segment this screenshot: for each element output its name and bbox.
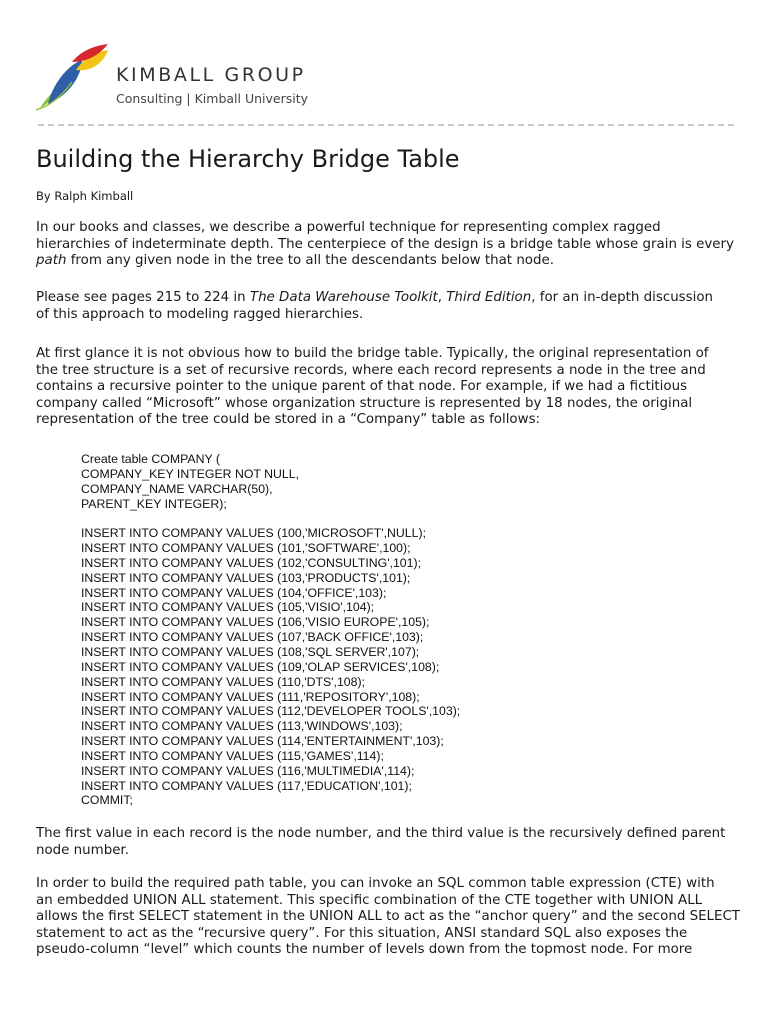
book-title: The Data Warehouse Toolkit bbox=[249, 290, 438, 305]
page-title: Building the Hierarchy Bridge Table bbox=[36, 145, 460, 173]
text-run: , bbox=[437, 290, 447, 305]
text-line bbox=[36, 290, 736, 307]
code-line: INSERT INTO COMPANY VALUES (105,'VISIO',104); bbox=[81, 600, 375, 615]
code-line: INSERT INTO COMPANY VALUES (108,'SQL SERVER',107); bbox=[81, 644, 420, 659]
code-line: COMPANY_NAME VARCHAR(50), bbox=[81, 481, 273, 496]
kimball-leaf-logo-icon bbox=[36, 42, 112, 112]
brand-subtitle: Consulting | Kimball University bbox=[116, 91, 309, 106]
code-line: INSERT INTO COMPANY VALUES (110,'DTS',108); bbox=[81, 674, 365, 689]
paragraph-node-number bbox=[36, 826, 736, 859]
paragraph-reference bbox=[36, 290, 736, 323]
code-line: INSERT INTO COMPANY VALUES (114,'ENTERTAINMENT',103); bbox=[81, 734, 444, 749]
book-edition: Third Edition bbox=[446, 290, 532, 305]
code-line: PARENT_KEY INTEGER); bbox=[81, 496, 227, 511]
code-line: INSERT INTO COMPANY VALUES (116,'MULTIMEDIA',114); bbox=[81, 763, 415, 778]
code-line: INSERT INTO COMPANY VALUES (112,'DEVELOPER TOOLS',103); bbox=[81, 704, 461, 719]
text-line: pseudo-column “level” which counts the number of levels down from the topmost node. For more bbox=[36, 942, 693, 958]
text-line: the tree structure is a set of recursive records, where each record represents a node in the tree and bbox=[36, 362, 706, 378]
text-line: At first glance it is not obvious how to build the bridge table. Typically, the original representation of bbox=[36, 346, 709, 361]
text-line: company called “Microsoft” whose organization structure is represented by 18 nodes, the original bbox=[36, 395, 693, 411]
text-run: Please see pages 215 to 224 in bbox=[36, 290, 250, 305]
page-header bbox=[36, 42, 736, 112]
text-line: hierarchies of indeterminate depth. The centerpiece of the design is a bridge table whose grain is every bbox=[36, 236, 734, 252]
code-line: INSERT INTO COMPANY VALUES (104,'OFFICE',103); bbox=[81, 585, 387, 600]
brand-name: KIMBALL GROUP bbox=[116, 64, 306, 86]
text-line: allows the first SELECT statement in the UNION ALL to act as the “anchor query” and the second SELECT bbox=[36, 909, 740, 925]
paragraph-tree-structure bbox=[36, 346, 736, 429]
code-line: INSERT INTO COMPANY VALUES (106,'VISIO EUROPE',105); bbox=[81, 615, 430, 630]
byline: By Ralph Kimball bbox=[36, 189, 134, 203]
code-line: Create table COMPANY ( bbox=[81, 452, 220, 466]
code-line: INSERT INTO COMPANY VALUES (111,'REPOSITORY',108); bbox=[81, 689, 420, 704]
text-line: contains a recursive pointer to the unique parent of that node. For example, if we had a fictitious bbox=[36, 379, 688, 395]
code-line: INSERT INTO COMPANY VALUES (100,'MICROSOFT',NULL); bbox=[81, 526, 426, 541]
brand-block bbox=[116, 64, 308, 108]
code-line: COMPANY_KEY INTEGER NOT NULL, bbox=[81, 466, 299, 481]
text-line: an embedded UNION ALL statement. This specific combination of the CTE together with UNION ALL bbox=[36, 892, 703, 908]
paragraph-intro bbox=[36, 220, 736, 270]
code-line: INSERT INTO COMPANY VALUES (113,'WINDOWS',103); bbox=[81, 719, 403, 734]
code-line: INSERT INTO COMPANY VALUES (107,'BACK OFFICE',103); bbox=[81, 630, 424, 645]
text-line: In order to build the required path table, you can invoke an SQL common table expression (CTE) with bbox=[36, 876, 715, 891]
text-line: In our books and classes, we describe a powerful technique for representing complex ragged bbox=[36, 220, 661, 235]
code-line: INSERT INTO COMPANY VALUES (102,'CONSULTING',101); bbox=[81, 555, 421, 570]
text-run: from any given node in the tree to all the descendants below that node. bbox=[66, 253, 554, 269]
code-line: INSERT INTO COMPANY VALUES (117,'EDUCATION',101); bbox=[81, 778, 412, 793]
text-line: node number. bbox=[36, 842, 129, 858]
text-line: representation of the tree could be stored in a “Company” table as follows: bbox=[36, 412, 541, 428]
sql-code-block bbox=[81, 452, 681, 808]
text-line: of this approach to modeling ragged hierarchies. bbox=[36, 306, 364, 322]
code-line: INSERT INTO COMPANY VALUES (109,'OLAP SERVICES',108); bbox=[81, 659, 440, 674]
text-line: The first value in each record is the node number, and the third value is the recursively defined parent bbox=[36, 826, 726, 841]
code-line: INSERT INTO COMPANY VALUES (115,'GAMES',114); bbox=[81, 748, 384, 763]
code-line: INSERT INTO COMPANY VALUES (101,'SOFTWARE',100); bbox=[81, 541, 411, 556]
text-run: , for an in-depth discussion bbox=[531, 290, 714, 305]
paragraph-cte bbox=[36, 876, 740, 959]
header-divider bbox=[38, 124, 734, 126]
text-line bbox=[36, 253, 736, 270]
code-line bbox=[81, 511, 681, 526]
emphasis: path bbox=[36, 253, 67, 269]
code-line: COMMIT; bbox=[81, 793, 133, 808]
text-line: statement to act as the “recursive query”. For this situation, ANSI standard SQL also exposes the bbox=[36, 925, 688, 941]
code-line: INSERT INTO COMPANY VALUES (103,'PRODUCTS',101); bbox=[81, 570, 411, 585]
